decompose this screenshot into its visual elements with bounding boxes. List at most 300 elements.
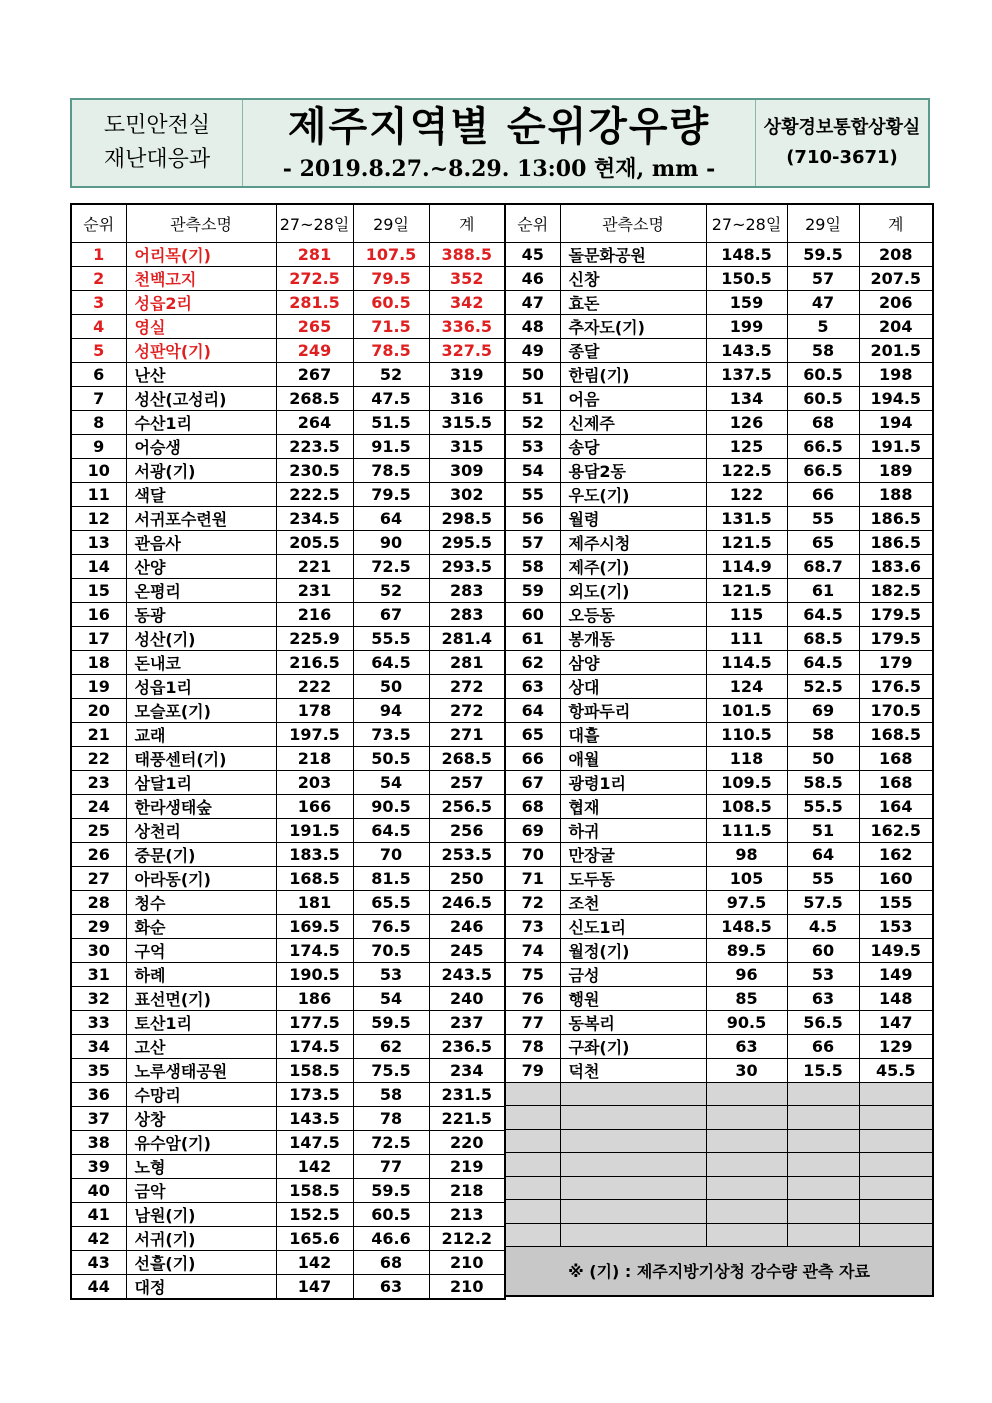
rain-aug27-28-cell: 230.5 (276, 458, 353, 482)
empty-cell (859, 1129, 933, 1153)
rain-aug27-28-cell: 90.5 (706, 1010, 787, 1034)
rank-cell: 53 (505, 434, 560, 458)
table-row (505, 626, 933, 650)
rain-aug29-cell: 58 (353, 1082, 429, 1106)
table-row (71, 1130, 505, 1154)
table-row (71, 338, 505, 362)
rain-aug29-cell: 52 (353, 578, 429, 602)
rain-aug29-cell: 58 (787, 338, 859, 362)
station-name-cell: 종달 (560, 338, 706, 362)
col-header-aug29: 29일 (787, 204, 859, 242)
table-row (71, 506, 505, 530)
rank-cell: 29 (71, 914, 126, 938)
table-row (505, 794, 933, 818)
rank-cell: 24 (71, 794, 126, 818)
rain-total-cell: 170.5 (859, 698, 933, 722)
rain-aug27-28-cell: 191.5 (276, 818, 353, 842)
station-name-cell: 성산(고성리) (126, 386, 276, 410)
rank-cell: 76 (505, 986, 560, 1010)
rain-aug29-cell: 81.5 (353, 866, 429, 890)
station-name-cell: 청수 (126, 890, 276, 914)
table-row (71, 722, 505, 746)
rank-cell: 49 (505, 338, 560, 362)
rain-total-cell: 164 (859, 794, 933, 818)
rain-aug29-cell: 51.5 (353, 410, 429, 434)
table-row (71, 1226, 505, 1250)
table-row (71, 410, 505, 434)
rank-cell: 21 (71, 722, 126, 746)
rain-aug27-28-cell: 101.5 (706, 698, 787, 722)
station-name-cell: 항파두리 (560, 698, 706, 722)
rain-aug29-cell: 60.5 (787, 386, 859, 410)
rain-total-cell: 293.5 (429, 554, 505, 578)
station-name-cell: 신창 (560, 266, 706, 290)
col-header-total: 계 (859, 204, 933, 242)
rain-aug29-cell: 68 (787, 410, 859, 434)
rain-aug27-28-cell: 166 (276, 794, 353, 818)
rank-cell: 41 (71, 1202, 126, 1226)
rank-cell: 75 (505, 962, 560, 986)
rain-aug27-28-cell: 281 (276, 242, 353, 266)
rain-total-cell: 245 (429, 938, 505, 962)
rain-total-cell: 342 (429, 290, 505, 314)
rain-aug29-cell: 90.5 (353, 794, 429, 818)
rank-cell: 64 (505, 698, 560, 722)
table-row (71, 650, 505, 674)
rain-aug29-cell: 64.5 (787, 650, 859, 674)
rain-total-cell: 237 (429, 1010, 505, 1034)
rain-aug27-28-cell: 121.5 (706, 530, 787, 554)
rain-aug27-28-cell: 225.9 (276, 626, 353, 650)
rain-aug27-28-cell: 137.5 (706, 362, 787, 386)
rain-aug27-28-cell: 89.5 (706, 938, 787, 962)
empty-cell (706, 1176, 787, 1200)
rain-total-cell: 179.5 (859, 626, 933, 650)
rain-aug29-cell: 107.5 (353, 242, 429, 266)
rain-total-cell: 315.5 (429, 410, 505, 434)
left-header-row (71, 204, 505, 242)
rain-aug29-cell: 47.5 (353, 386, 429, 410)
table-row (71, 314, 505, 338)
rain-aug27-28-cell: 165.6 (276, 1226, 353, 1250)
table-row (505, 842, 933, 866)
station-name-cell: 토산1리 (126, 1010, 276, 1034)
rain-total-cell: 316 (429, 386, 505, 410)
empty-row (505, 1200, 933, 1224)
table-row (71, 1250, 505, 1274)
station-name-cell: 구억 (126, 938, 276, 962)
rank-cell: 71 (505, 866, 560, 890)
rank-cell: 54 (505, 458, 560, 482)
station-name-cell: 삼달1리 (126, 770, 276, 794)
table-row (71, 914, 505, 938)
rain-aug27-28-cell: 216.5 (276, 650, 353, 674)
rain-aug29-cell: 91.5 (353, 434, 429, 458)
rank-cell: 50 (505, 362, 560, 386)
rain-total-cell: 253.5 (429, 842, 505, 866)
empty-cell (787, 1129, 859, 1153)
table-row (71, 434, 505, 458)
rain-aug29-cell: 56.5 (787, 1010, 859, 1034)
rain-total-cell: 336.5 (429, 314, 505, 338)
rain-aug27-28-cell: 111.5 (706, 818, 787, 842)
rank-cell: 32 (71, 986, 126, 1010)
rain-aug27-28-cell: 265 (276, 314, 353, 338)
table-row (71, 794, 505, 818)
station-name-cell: 수산1리 (126, 410, 276, 434)
col-header-rank: 순위 (71, 204, 126, 242)
station-name-cell: 덕천 (560, 1058, 706, 1082)
station-name-cell: 송당 (560, 434, 706, 458)
rank-cell: 17 (71, 626, 126, 650)
rain-aug27-28-cell: 109.5 (706, 770, 787, 794)
period-subtitle: - 2019.8.27.~8.29. 13:00 현재, mm - (282, 155, 716, 182)
rank-cell: 51 (505, 386, 560, 410)
empty-cell (505, 1223, 560, 1247)
rain-total-cell: 221.5 (429, 1106, 505, 1130)
empty-cell (859, 1176, 933, 1200)
rank-cell: 60 (505, 602, 560, 626)
station-name-cell: 월령 (560, 506, 706, 530)
rank-cell: 11 (71, 482, 126, 506)
station-name-cell: 삼양 (560, 650, 706, 674)
station-name-cell: 추자도(기) (560, 314, 706, 338)
rain-aug29-cell: 15.5 (787, 1058, 859, 1082)
rank-cell: 35 (71, 1058, 126, 1082)
rain-aug27-28-cell: 183.5 (276, 842, 353, 866)
rain-aug27-28-cell: 197.5 (276, 722, 353, 746)
empty-row (505, 1153, 933, 1177)
rain-total-cell: 186.5 (859, 530, 933, 554)
rank-cell: 25 (71, 818, 126, 842)
table-row (71, 482, 505, 506)
rain-total-cell: 183.6 (859, 554, 933, 578)
rank-cell: 3 (71, 290, 126, 314)
rain-total-cell: 243.5 (429, 962, 505, 986)
table-row (505, 1034, 933, 1058)
table-row (505, 314, 933, 338)
rain-aug29-cell: 77 (353, 1154, 429, 1178)
rain-aug29-cell: 47 (787, 290, 859, 314)
rain-aug27-28-cell: 181 (276, 890, 353, 914)
rain-aug29-cell: 60.5 (787, 362, 859, 386)
station-name-cell: 노루생태공원 (126, 1058, 276, 1082)
right-header-row (505, 204, 933, 242)
table-row (71, 1106, 505, 1130)
footnote-row (505, 1247, 933, 1296)
station-name-cell: 동복리 (560, 1010, 706, 1034)
rain-aug27-28-cell: 177.5 (276, 1010, 353, 1034)
table-row (71, 770, 505, 794)
table-row (505, 458, 933, 482)
station-name-cell: 만장굴 (560, 842, 706, 866)
empty-cell (706, 1200, 787, 1224)
rank-cell: 16 (71, 602, 126, 626)
rain-total-cell: 153 (859, 914, 933, 938)
empty-cell (706, 1129, 787, 1153)
rank-cell: 27 (71, 866, 126, 890)
rain-total-cell: 207.5 (859, 266, 933, 290)
rain-aug29-cell: 66 (787, 1034, 859, 1058)
table-row (505, 986, 933, 1010)
station-name-cell: 아라동(기) (126, 866, 276, 890)
station-name-cell: 용담2동 (560, 458, 706, 482)
rank-cell: 72 (505, 890, 560, 914)
rainfall-table-left (70, 203, 506, 1300)
rain-aug29-cell: 58.5 (787, 770, 859, 794)
rank-cell: 70 (505, 842, 560, 866)
rank-cell: 12 (71, 506, 126, 530)
rain-aug29-cell: 52.5 (787, 674, 859, 698)
table-row (505, 482, 933, 506)
station-name-cell: 성읍1리 (126, 674, 276, 698)
rank-cell: 30 (71, 938, 126, 962)
station-name-cell: 대흘 (560, 722, 706, 746)
table-row (71, 1274, 505, 1299)
rain-total-cell: 295.5 (429, 530, 505, 554)
rank-cell: 15 (71, 578, 126, 602)
table-row (71, 962, 505, 986)
rain-aug29-cell: 51 (787, 818, 859, 842)
station-name-cell: 대정 (126, 1274, 276, 1299)
rain-aug27-28-cell: 125 (706, 434, 787, 458)
empty-cell (560, 1223, 706, 1247)
rain-total-cell: 256.5 (429, 794, 505, 818)
table-row (505, 530, 933, 554)
contact-phone: (710-3671) (786, 147, 898, 168)
rain-aug29-cell: 57 (787, 266, 859, 290)
rain-aug29-cell: 75.5 (353, 1058, 429, 1082)
rain-aug27-28-cell: 159 (706, 290, 787, 314)
table-row (71, 746, 505, 770)
rain-aug29-cell: 79.5 (353, 266, 429, 290)
rank-cell: 33 (71, 1010, 126, 1034)
rain-aug29-cell: 58 (787, 722, 859, 746)
rain-total-cell: 250 (429, 866, 505, 890)
rain-total-cell: 194 (859, 410, 933, 434)
rain-aug29-cell: 53 (787, 962, 859, 986)
rain-total-cell: 189 (859, 458, 933, 482)
table-row (71, 890, 505, 914)
rank-cell: 7 (71, 386, 126, 410)
table-row (71, 602, 505, 626)
rain-total-cell: 257 (429, 770, 505, 794)
rain-aug29-cell: 65 (787, 530, 859, 554)
empty-cell (560, 1106, 706, 1130)
station-name-cell: 도두동 (560, 866, 706, 890)
table-row (505, 770, 933, 794)
rain-total-cell: 208 (859, 242, 933, 266)
station-name-cell: 상천리 (126, 818, 276, 842)
rain-total-cell: 246 (429, 914, 505, 938)
empty-cell (706, 1106, 787, 1130)
rain-aug27-28-cell: 174.5 (276, 1034, 353, 1058)
rain-total-cell: 352 (429, 266, 505, 290)
rain-aug27-28-cell: 143.5 (276, 1106, 353, 1130)
table-row (71, 554, 505, 578)
rain-aug27-28-cell: 218 (276, 746, 353, 770)
station-name-cell: 어리목(기) (126, 242, 276, 266)
empty-cell (859, 1106, 933, 1130)
rain-aug29-cell: 68 (353, 1250, 429, 1274)
rain-aug29-cell: 50 (787, 746, 859, 770)
station-name-cell: 성산(기) (126, 626, 276, 650)
table-row (71, 866, 505, 890)
station-name-cell: 유수암(기) (126, 1130, 276, 1154)
rain-total-cell: 148 (859, 986, 933, 1010)
rain-aug29-cell: 66 (787, 482, 859, 506)
empty-cell (787, 1200, 859, 1224)
empty-row (505, 1129, 933, 1153)
table-row (71, 626, 505, 650)
rain-total-cell: 281 (429, 650, 505, 674)
empty-cell (787, 1082, 859, 1106)
rain-aug27-28-cell: 147 (276, 1274, 353, 1299)
empty-cell (560, 1082, 706, 1106)
table-row (505, 602, 933, 626)
station-name-cell: 서귀포수련원 (126, 506, 276, 530)
rain-aug27-28-cell: 121.5 (706, 578, 787, 602)
rain-total-cell: 162 (859, 842, 933, 866)
rank-cell: 47 (505, 290, 560, 314)
rain-total-cell: 147 (859, 1010, 933, 1034)
rain-total-cell: 218 (429, 1178, 505, 1202)
rain-total-cell: 201.5 (859, 338, 933, 362)
rain-aug29-cell: 78.5 (353, 458, 429, 482)
station-name-cell: 산양 (126, 554, 276, 578)
rank-cell: 28 (71, 890, 126, 914)
rain-aug29-cell: 94 (353, 698, 429, 722)
empty-cell (505, 1200, 560, 1224)
rain-aug27-28-cell: 158.5 (276, 1058, 353, 1082)
station-name-cell: 애월 (560, 746, 706, 770)
rain-aug29-cell: 64.5 (787, 602, 859, 626)
empty-cell (787, 1176, 859, 1200)
rank-cell: 6 (71, 362, 126, 386)
table-row (71, 1202, 505, 1226)
rank-cell: 20 (71, 698, 126, 722)
rank-cell: 10 (71, 458, 126, 482)
rain-aug29-cell: 50 (353, 674, 429, 698)
rain-aug27-28-cell: 174.5 (276, 938, 353, 962)
rain-aug27-28-cell: 105 (706, 866, 787, 890)
rain-aug27-28-cell: 222 (276, 674, 353, 698)
station-name-cell: 서광(기) (126, 458, 276, 482)
rain-total-cell: 272 (429, 674, 505, 698)
rain-aug27-28-cell: 114.5 (706, 650, 787, 674)
col-header-aug27-28: 27~28일 (706, 204, 787, 242)
rain-total-cell: 319 (429, 362, 505, 386)
rain-aug27-28-cell: 122 (706, 482, 787, 506)
table-row (71, 842, 505, 866)
table-row (71, 458, 505, 482)
rain-aug27-28-cell: 126 (706, 410, 787, 434)
empty-row (505, 1176, 933, 1200)
rain-total-cell: 210 (429, 1274, 505, 1299)
table-row (71, 818, 505, 842)
rain-total-cell: 212.2 (429, 1226, 505, 1250)
station-name-cell: 한림(기) (560, 362, 706, 386)
empty-cell (505, 1082, 560, 1106)
station-name-cell: 오등동 (560, 602, 706, 626)
table-row (71, 986, 505, 1010)
rain-aug29-cell: 79.5 (353, 482, 429, 506)
empty-cell (859, 1223, 933, 1247)
rain-aug27-28-cell: 203 (276, 770, 353, 794)
col-header-rank: 순위 (505, 204, 560, 242)
rain-aug27-28-cell: 231 (276, 578, 353, 602)
rain-aug29-cell: 62 (353, 1034, 429, 1058)
footnote: ※ (기) : 제주지방기상청 강수량 관측 자료 (505, 1247, 933, 1296)
empty-cell (560, 1176, 706, 1200)
station-name-cell: 제주시청 (560, 530, 706, 554)
rank-cell: 69 (505, 818, 560, 842)
station-name-cell: 봉개동 (560, 626, 706, 650)
table-row (505, 674, 933, 698)
rain-aug27-28-cell: 249 (276, 338, 353, 362)
department-office: 도민안전실 (103, 113, 211, 138)
rain-total-cell: 272 (429, 698, 505, 722)
rain-total-cell: 236.5 (429, 1034, 505, 1058)
rain-total-cell: 388.5 (429, 242, 505, 266)
rain-aug27-28-cell: 118 (706, 746, 787, 770)
rain-total-cell: 315 (429, 434, 505, 458)
rain-aug29-cell: 55.5 (353, 626, 429, 650)
rain-aug27-28-cell: 97.5 (706, 890, 787, 914)
station-name-cell: 제주(기) (560, 554, 706, 578)
empty-cell (787, 1106, 859, 1130)
rain-total-cell: 234 (429, 1058, 505, 1082)
empty-cell (859, 1082, 933, 1106)
station-name-cell: 화순 (126, 914, 276, 938)
rain-aug29-cell: 70 (353, 842, 429, 866)
empty-row (505, 1082, 933, 1106)
rain-aug27-28-cell: 30 (706, 1058, 787, 1082)
rain-aug29-cell: 57.5 (787, 890, 859, 914)
empty-cell (505, 1129, 560, 1153)
rain-total-cell: 210 (429, 1250, 505, 1274)
rain-total-cell: 271 (429, 722, 505, 746)
rain-aug27-28-cell: 190.5 (276, 962, 353, 986)
table-row (505, 1010, 933, 1034)
rain-total-cell: 240 (429, 986, 505, 1010)
rain-total-cell: 168 (859, 746, 933, 770)
rain-aug27-28-cell: 169.5 (276, 914, 353, 938)
rain-aug27-28-cell: 110.5 (706, 722, 787, 746)
rain-total-cell: 231.5 (429, 1082, 505, 1106)
rain-total-cell: 168.5 (859, 722, 933, 746)
rain-aug27-28-cell: 173.5 (276, 1082, 353, 1106)
table-row (505, 554, 933, 578)
table-row (71, 1082, 505, 1106)
rain-aug27-28-cell: 122.5 (706, 458, 787, 482)
rank-cell: 46 (505, 266, 560, 290)
rain-aug27-28-cell: 281.5 (276, 290, 353, 314)
rank-cell: 45 (505, 242, 560, 266)
rain-aug27-28-cell: 223.5 (276, 434, 353, 458)
station-name-cell: 조천 (560, 890, 706, 914)
rain-aug27-28-cell: 124 (706, 674, 787, 698)
rank-cell: 5 (71, 338, 126, 362)
rain-aug27-28-cell: 142 (276, 1250, 353, 1274)
rain-aug29-cell: 59.5 (353, 1010, 429, 1034)
col-header-total: 계 (429, 204, 505, 242)
rain-total-cell: 281.4 (429, 626, 505, 650)
table-row (505, 698, 933, 722)
rain-total-cell: 162.5 (859, 818, 933, 842)
rain-total-cell: 149 (859, 962, 933, 986)
rank-cell: 77 (505, 1010, 560, 1034)
